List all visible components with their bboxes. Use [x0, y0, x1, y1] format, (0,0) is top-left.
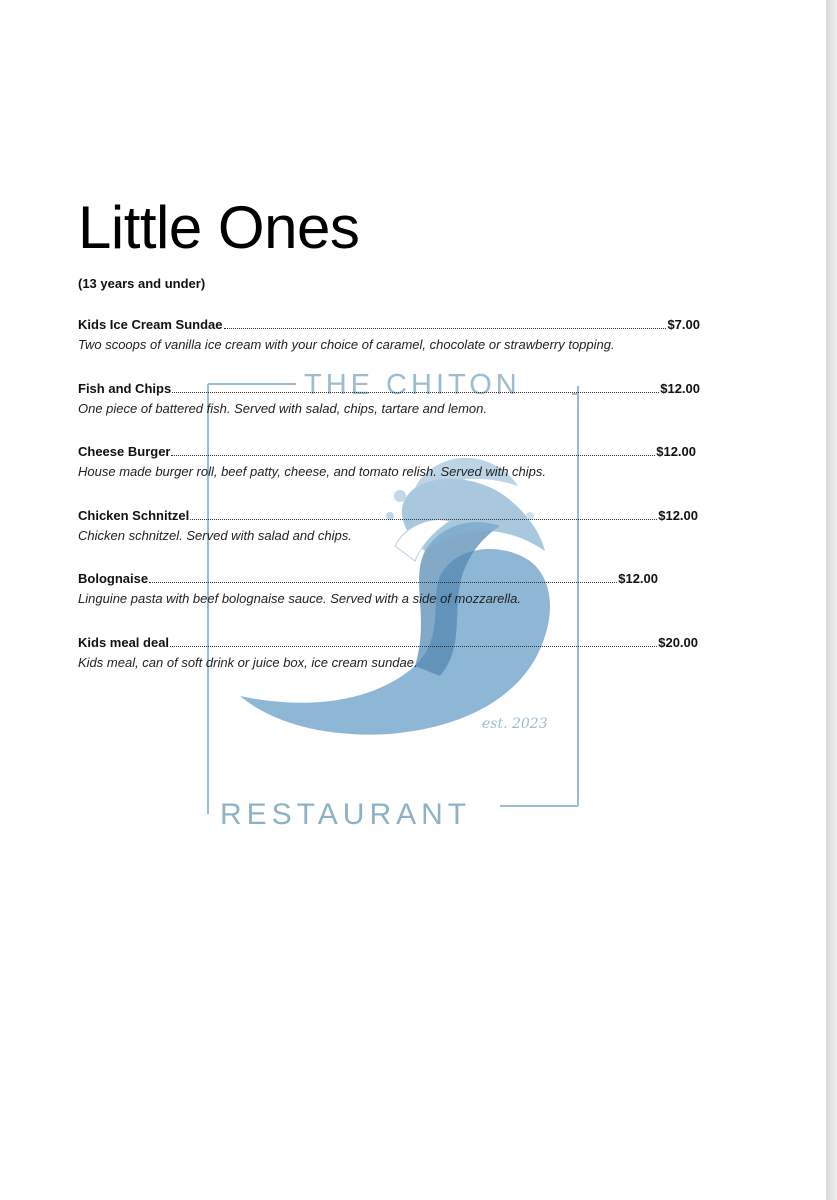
item-price: $20.00	[658, 634, 698, 650]
item-price: $7.00	[667, 317, 700, 332]
item-name: Kids meal deal	[78, 634, 170, 650]
logo-est-text: est. 2023	[482, 716, 548, 732]
page-edge	[826, 0, 837, 1200]
age-note: (13 years and under)	[78, 276, 206, 291]
logo-top-text: THE CHITON	[304, 369, 521, 401]
item-name: Kids Ice Cream Sundae	[78, 317, 223, 332]
menu-item	[78, 507, 700, 571]
logo-bottom-text: RESTAURANT	[220, 798, 472, 831]
menu-item	[78, 634, 700, 698]
item-name: Cheese Burger	[78, 444, 171, 459]
item-price: $12.00	[658, 507, 698, 523]
menu-item	[78, 443, 700, 507]
leader-dots	[190, 518, 657, 520]
menu-list	[78, 316, 700, 697]
item-description: Kids meal, can of soft drink or juice box, ice cream sundae.	[78, 654, 418, 670]
leader-dots	[171, 454, 655, 456]
item-name: Chicken Schnitzel	[78, 507, 190, 523]
menu-item	[78, 570, 700, 634]
item-price: $12.00	[660, 380, 700, 396]
item-description: Two scoops of vanilla ice cream with your choice of caramel, chocolate or strawberry topping.	[78, 337, 615, 352]
item-description: Chicken schnitzel. Served with salad and chips.	[78, 527, 352, 543]
page-title: Little Ones	[78, 194, 360, 261]
item-price: $12.00	[618, 571, 658, 586]
menu-item	[78, 316, 700, 380]
leader-dots	[224, 327, 667, 329]
item-description: One piece of battered fish. Served with salad, chips, tartare and lemon.	[78, 400, 488, 416]
leader-dots	[172, 391, 659, 393]
item-name: Bolognaise	[78, 571, 149, 586]
item-name: Fish and Chips	[78, 380, 172, 396]
item-description: House made burger roll, beef patty, cheese, and tomato relish. Served with chips.	[78, 464, 547, 479]
leader-dots	[149, 581, 617, 583]
item-price: $12.00	[656, 444, 696, 459]
leader-dots	[170, 645, 657, 647]
item-description: Linguine pasta with beef bolognaise sauce. Served with a side of mozzarella.	[78, 591, 521, 606]
menu-item	[78, 380, 700, 444]
